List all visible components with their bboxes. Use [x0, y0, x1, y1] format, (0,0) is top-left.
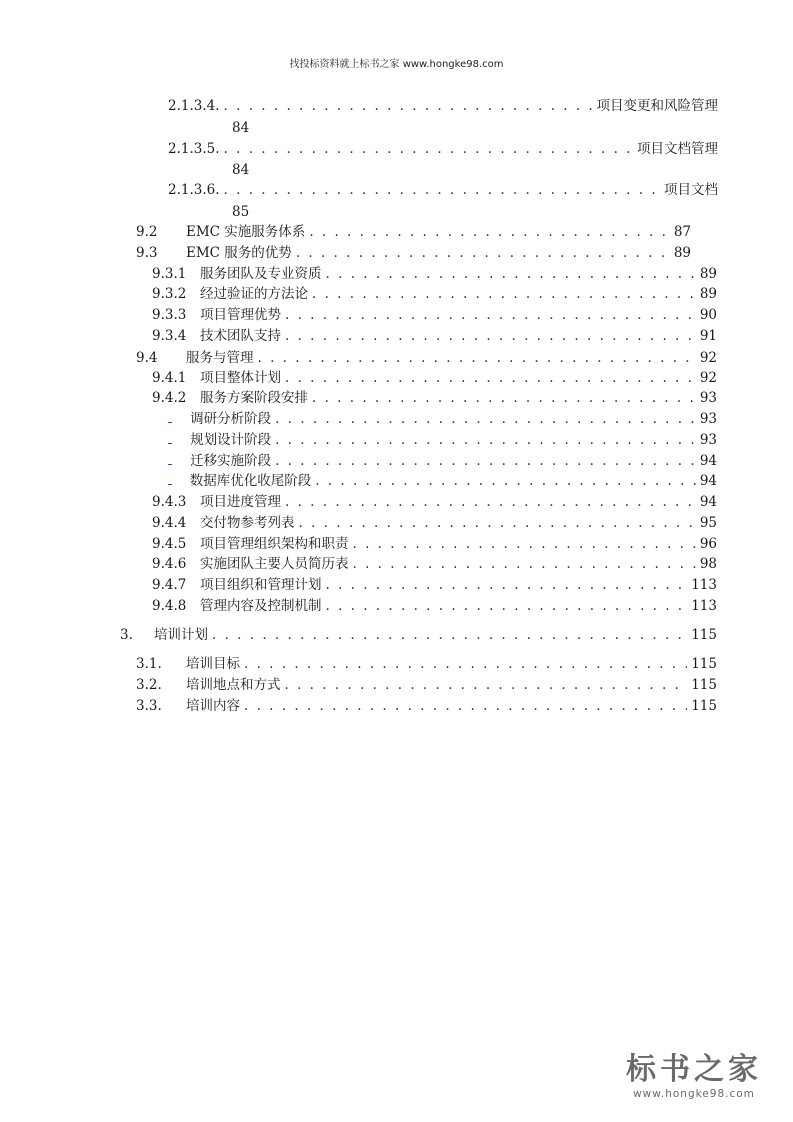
toc-entry-number: 9.4.5: [152, 536, 187, 552]
toc-entry-title: EMC 实施服务体系: [186, 224, 306, 240]
dot-leader: [244, 696, 687, 716]
toc-entry-page: 94: [699, 473, 717, 489]
toc-entry-title: 培训目标: [186, 656, 240, 672]
toc-entry-number: 9.3.2: [152, 286, 187, 302]
dot-leader: [224, 139, 633, 159]
toc-entry-number: 2.1.3.5.: [168, 141, 220, 157]
dot-leader: [212, 625, 687, 645]
toc-entry-title: 服务与管理: [186, 350, 254, 366]
dot-leader: [285, 326, 696, 346]
toc-entry-title: 技术团队支持: [200, 328, 281, 344]
toc-entry-page: 95: [699, 515, 717, 531]
toc-entry-page: 115: [691, 698, 717, 714]
dot-leader: [326, 264, 696, 284]
toc-entry-number: 9.4.6: [152, 556, 187, 572]
toc-entry[interactable]: [152, 388, 717, 408]
link-underline-marker[interactable]: [168, 431, 172, 444]
toc-entry[interactable]: [136, 243, 691, 263]
toc-entry-page: 90: [699, 307, 717, 323]
toc-entry-number: 9.2: [136, 224, 158, 240]
toc-entry-page: 115: [691, 656, 717, 672]
toc-entry[interactable]: [152, 534, 717, 554]
dot-leader: [326, 575, 688, 595]
toc-entry-title: 项目管理组织架构和职责: [200, 536, 349, 552]
toc-entry-page: 92: [699, 350, 717, 366]
toc-entry-number: 9.4.1: [152, 370, 187, 386]
toc-entry-title: 项目变更和风险管理: [596, 98, 718, 114]
toc-entry-page: 89: [699, 266, 717, 282]
toc-entry-page: 98: [699, 556, 717, 572]
dot-leader: [285, 492, 696, 512]
toc-entry[interactable]: [152, 513, 717, 533]
toc-entry[interactable]: [136, 348, 717, 368]
toc-entry-number: 9.3.3: [152, 307, 187, 323]
toc-entry[interactable]: [152, 326, 717, 346]
toc-entry-page: 115: [691, 627, 717, 643]
toc-entry[interactable]: [168, 96, 718, 116]
toc-entry[interactable]: [152, 305, 717, 325]
toc-entry-number: 9.4.4: [152, 515, 187, 531]
toc-entry[interactable]: [152, 596, 717, 616]
toc-entry-title: 服务方案阶段安排: [200, 390, 308, 406]
toc-entry-title: 实施团队主要人员简历表: [200, 556, 349, 572]
toc-entry[interactable]: [136, 222, 691, 242]
dot-leader: [275, 409, 696, 429]
link-underline-marker[interactable]: [168, 410, 172, 423]
dot-leader: [275, 451, 696, 471]
toc-entry-title: 项目文档: [664, 182, 718, 198]
toc-entry[interactable]: [168, 471, 717, 491]
dot-leader: [315, 471, 696, 491]
toc-entry-title: EMC 服务的优势: [186, 245, 292, 261]
toc-entry-page: 113: [691, 577, 717, 593]
dot-leader: [312, 284, 696, 304]
toc-entry-title: 交付物参考列表: [200, 515, 295, 531]
toc-entry-title: 项目进度管理: [200, 494, 281, 510]
toc-entry-title: 数据库优化收尾阶段: [189, 473, 312, 489]
toc-entry-number: 9.4.2: [152, 390, 187, 406]
toc-entry-page: 87: [673, 224, 691, 240]
toc-entry-title: 项目管理优势: [200, 307, 281, 323]
toc-entry[interactable]: [168, 409, 717, 429]
toc-entry-page: 92: [699, 370, 717, 386]
toc-entry-number: 3.: [120, 627, 133, 643]
toc-entry-title: 管理内容及控制机制: [200, 598, 322, 614]
toc-entry-title: 服务团队及专业资质: [200, 266, 322, 282]
link-underline-marker[interactable]: [168, 452, 172, 465]
toc-entry-title: 培训地点和方式: [186, 677, 281, 693]
dot-leader: [224, 180, 660, 200]
toc-entry-title: 培训计划: [154, 627, 208, 643]
toc-entry-page: 89: [673, 245, 691, 261]
toc-entry-title: 培训内容: [186, 698, 240, 714]
dot-leader: [258, 348, 696, 368]
toc-entry-number: 9.3.4: [152, 328, 187, 344]
toc-entry-page: 113: [691, 598, 717, 614]
dot-leader: [299, 513, 696, 533]
toc-entry-number: 9.4: [136, 350, 158, 366]
toc-entry-title: 项目整体计划: [200, 370, 281, 386]
page-header: 找投标资料就上标书之家 www.hongke98.com: [289, 59, 504, 70]
toc-entry-page: 93: [699, 390, 717, 406]
dot-leader: [285, 305, 696, 325]
toc-entry-number: 3.3.: [136, 698, 162, 714]
toc-entry-page: 96: [699, 536, 717, 552]
toc-entry-page: 85: [232, 204, 250, 220]
toc-entry[interactable]: [152, 492, 717, 512]
toc-entry-page: 94: [699, 453, 717, 469]
toc-entry-number: 9.4.7: [152, 577, 187, 593]
dot-leader: [224, 96, 593, 116]
toc-entry-number: 2.1.3.6.: [168, 182, 220, 198]
toc-entry[interactable]: [168, 180, 718, 200]
toc-entry-page: 84: [232, 120, 250, 136]
logo-text: 标书之家: [626, 1052, 762, 1087]
dot-leader: [353, 534, 696, 554]
toc-entry[interactable]: [152, 284, 717, 304]
toc-entry-number: 3.2.: [136, 677, 162, 693]
toc-entry-page: 89: [699, 286, 717, 302]
toc-entry-page: 94: [699, 494, 717, 510]
toc-entry-page: 93: [699, 411, 717, 427]
toc-entry-page: 115: [691, 677, 717, 693]
toc-entry[interactable]: [120, 625, 717, 645]
toc-entry-number: 9.4.3: [152, 494, 187, 510]
toc-entry[interactable]: [136, 675, 717, 695]
toc-entry-number: 9.4.8: [152, 598, 187, 614]
toc-entry[interactable]: [136, 696, 717, 716]
toc-entry-number: 9.3: [136, 245, 158, 261]
toc-entry-title: 迁移实施阶段: [190, 453, 272, 469]
dot-leader: [285, 675, 688, 695]
toc-entry-page: 84: [232, 162, 250, 178]
toc-entry-number: 3.1.: [136, 656, 162, 672]
toc-entry[interactable]: [168, 139, 718, 159]
toc-entry[interactable]: [168, 430, 717, 450]
watermark-logo: [619, 1052, 769, 1100]
toc-entry-page: 93: [699, 432, 717, 448]
toc-entry[interactable]: [152, 368, 717, 388]
toc-entry[interactable]: [152, 554, 717, 574]
toc-entry-title: 经过验证的方法论: [200, 286, 308, 302]
toc-entry[interactable]: [168, 451, 717, 471]
link-underline-marker[interactable]: [168, 472, 172, 485]
toc-entry-title: 项目组织和管理计划: [200, 577, 322, 593]
dot-leader: [353, 554, 696, 574]
dot-leader: [312, 388, 696, 408]
toc-entry-number: 9.3.1: [152, 266, 187, 282]
dot-leader: [244, 654, 687, 674]
dot-leader: [296, 243, 670, 263]
toc-entry[interactable]: [136, 654, 717, 674]
logo-url: www.hongke98.com: [633, 1088, 755, 1100]
toc-entry-title: 规划设计阶段: [190, 432, 272, 448]
dot-leader: [275, 430, 696, 450]
toc-entry[interactable]: [152, 264, 717, 284]
toc-entry-page: 91: [699, 328, 717, 344]
toc-entry[interactable]: [152, 575, 717, 595]
dot-leader: [285, 368, 696, 388]
toc-entry-title: 调研分析阶段: [190, 411, 272, 427]
toc-entry-title: 项目文档管理: [637, 141, 718, 157]
dot-leader: [326, 596, 688, 616]
toc-entry-number: 2.1.3.4.: [168, 98, 220, 114]
dot-leader: [309, 222, 670, 242]
